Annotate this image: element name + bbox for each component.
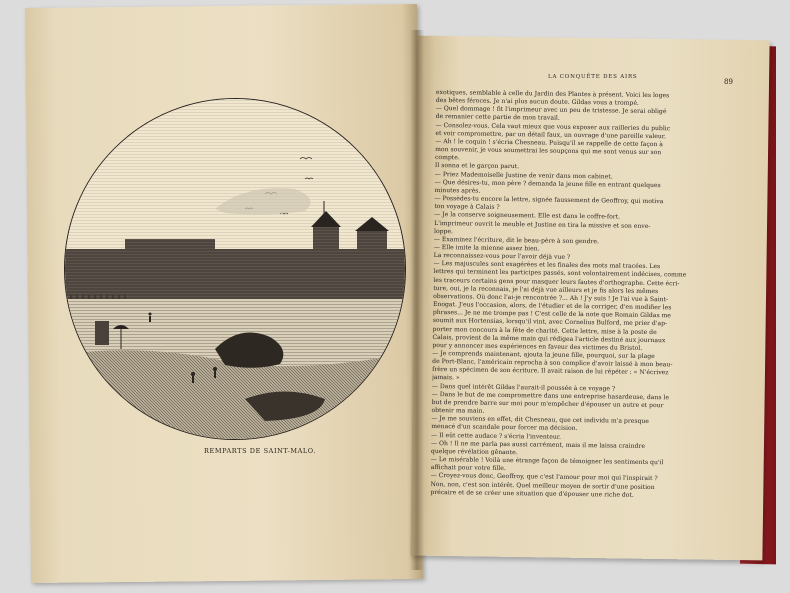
text-line: de Port-Blanc, l'américain reprocha à son complice d'avoir laissé à mon beau- [432, 358, 673, 369]
text-line: ture, oui, je la reconnais, je l'ai déjà vue ailleurs et je fis alors les mêmes [433, 284, 659, 295]
text-line: — Priez Mademoiselle Justine de venir dans mon cabinet. [434, 170, 613, 181]
text-line: minutes après. [434, 186, 481, 195]
engraving-illustration [64, 98, 406, 440]
text-line: mon souvenir, je vous soumettrai les soupçons qui me sont venus sur son [435, 146, 662, 157]
text-line: — Le misérable ! Voilà une étrange façon de témoigner les sentiments qu'il [430, 455, 664, 467]
text-line: soumit aux Hortensias, lorsqu'il vint, avec Cornelius Bulford, me prier d'ap- [432, 317, 668, 328]
text-line: affichait pour votre fille. [430, 464, 506, 473]
text-line: Enogat. J'eus l'occasion, alors, de l'étudier et de la corriger, d'en modifier les [432, 301, 672, 312]
illustration-caption: REMPARTS DE SAINT-MALO. [204, 447, 316, 455]
text-line: menacé d'un scandale pour forcer ma décision. [431, 423, 578, 433]
text-line: de remanier cette partie de mon travail. [435, 113, 560, 123]
text-line: précaire et de se créer une situation que d'épouser une riche dot. [430, 488, 634, 499]
text-line: — Elle imite la mienne assez bien. [433, 243, 540, 253]
running-head: LA CONQUÊTE DES AIRS [548, 74, 638, 80]
text-line: observations. Où donc l'ai-je rencontrée ?... Ah ! J'y suis ! Je l'ai vue à Saint- [433, 292, 669, 304]
text-line: compte. [434, 154, 460, 162]
text-line: Non, non, c'est son intérêt. Quel meilleur moyen de sortir d'une position [430, 480, 655, 491]
text-line: frère un spécimen de son écriture. Il avait raison de lui répéter : « N'écrivez [432, 366, 669, 377]
text-line: — Possèdes-tu encore la lettre, signée faussement de Geoffroy, qui motiva [434, 195, 664, 206]
text-line: La reconnaissez-vous pour l'avoir déjà vue ? [433, 252, 571, 262]
text-line: — Quel dommage ! fit l'imprimeur avec un peu de tristesse. Je serai obligé [435, 105, 667, 116]
text-line: exotiques, semblable à celle du Jardin des Plantes à présent. Voici les loges [435, 89, 670, 100]
text-line: L'imprimeur ouvrit le meuble et Justine en tira la missive et son enve- [434, 219, 651, 230]
text-line: les traceurs certains gens pour masquer leurs fautes d'orthographe. Cette écri- [433, 276, 680, 288]
text-line: des bêtes féroces. Je n'ai plus aucun doute. Gildas vous a trompé. [435, 97, 639, 107]
body-text [430, 89, 736, 513]
text-line: — Il eût cette audace ? s'écria l'inventeur. [431, 431, 562, 441]
text-line: — Dans quel intérêt Gildas l'aurait-il poussée à ce voyage ? [431, 382, 616, 393]
engraving-picture [65, 99, 405, 439]
text-line: — Dans le but de me compromettre dans une entreprise hasardeuse, dans le [431, 390, 670, 402]
page-number: 89 [724, 78, 733, 86]
text-line: Calais, provient de la même main qui rédigea l'article destiné aux journaux [432, 333, 666, 344]
text-line: Il sonna et le garçon parut. [434, 162, 520, 171]
text-line: lettres qui terminent les participes passés, sont volontairement indécises, comme [433, 268, 687, 279]
text-line: — Je comprends maintenant, ajouta la jeune fille, pourquoi, sur la plage [432, 349, 655, 361]
text-line: — Que désires-tu, mon père ? demanda la jeune fille en entrant quelques [434, 178, 661, 189]
text-line: quelque révélation gênante. [430, 447, 518, 457]
book-gutter [410, 30, 424, 570]
text-line: phrases... Je ne me trompe pas ! C'est celle de la note que Romain Gildas me [432, 309, 671, 320]
text-line: pour y annoncer mes expériences en faveur des victimes du Bristol. [432, 341, 643, 352]
text-line: — Consolez-vous. Cela vaut mieux que vous exposer aux railleries du public [435, 121, 671, 132]
text-line: ton voyage à Calais ? [434, 203, 500, 212]
text-line: — Les majuscules sont exagérées et les finales des mots mal tracées. Les [433, 260, 661, 271]
text-line: but de prendre barre sur moi pour m'empêcher d'épouser un autre et pour [431, 398, 664, 410]
text-line: jamais. » [431, 374, 460, 382]
text-line: obtenir ma main. [431, 407, 485, 415]
text-line: — Je me souviens en effet, dit Chesneau, que cet individu m'a presque [431, 415, 649, 426]
text-line: — Oh ! Il ne me parla pas aussi carrément, mais il me laissa craindre [431, 439, 646, 450]
text-line: — Je la conserve soigneusement. Elle est dans le coffre-fort. [434, 211, 621, 221]
text-line: porter mon concours à la fête de charité. Cette lettre, mise à la poste de [432, 325, 657, 336]
text-line: loppe. [433, 227, 454, 235]
text-line: — Croyez-vous donc, Geoffroy, que c'est l'amour pour moi qui l'inspirait ? [430, 472, 658, 483]
text-line: — Examinez l'écriture, dit le beau-père à son gendre. [433, 235, 599, 246]
text-line: — Ah ! le coquin ! s'écria Chesneau. Puisqu'il se rappelle de cette façon à [435, 137, 663, 149]
text-line: et voir compromettre, par un détail faux, un ouvrage d'une pareille valeur. [435, 129, 667, 140]
